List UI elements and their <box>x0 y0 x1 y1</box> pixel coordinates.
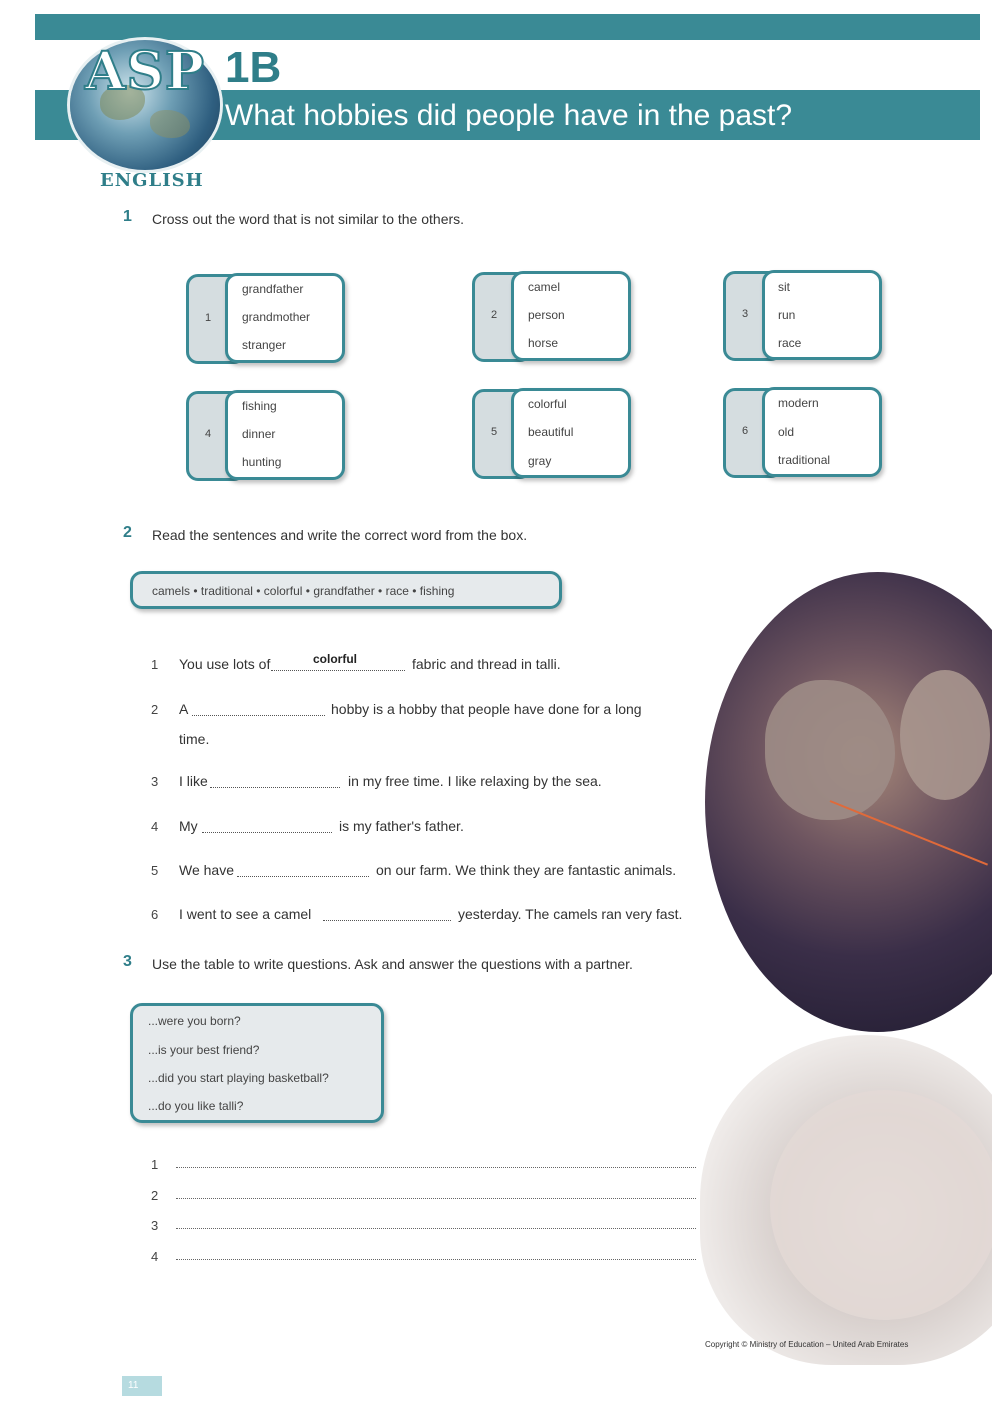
card-6-number: 6 <box>741 425 749 437</box>
card-3-word[interactable]: sit <box>778 280 790 294</box>
exercise-2-instruction: Read the sentences and write the correct word from the box. <box>152 527 528 543</box>
card-3-number: 3 <box>741 308 749 320</box>
question-table-item: ...is your best friend? <box>148 1043 260 1057</box>
card-4-word[interactable]: dinner <box>242 427 276 441</box>
sentence-4-end: is my father's father. <box>339 818 464 834</box>
card-1-word[interactable]: stranger <box>242 338 287 352</box>
card-5-word[interactable]: beautiful <box>528 425 574 439</box>
asp-logo: ASP <box>85 41 205 102</box>
photo-hand-shape <box>900 670 990 800</box>
photo-face-shape <box>770 1090 992 1320</box>
sentence-2-number: 2 <box>151 702 159 717</box>
sentence-2-start: A <box>179 701 189 717</box>
sentence-4-blank[interactable] <box>202 820 332 833</box>
answer-line-number: 4 <box>151 1249 159 1264</box>
unit-code: 1B <box>225 43 282 92</box>
sentence-3-start: I like <box>179 773 208 789</box>
card-3-word[interactable]: race <box>778 336 802 350</box>
sentence-2-continuation: time. <box>179 731 210 747</box>
sentence-4-start: My <box>179 818 198 834</box>
header-top-bar <box>35 14 980 40</box>
card-4-word[interactable]: hunting <box>242 455 282 469</box>
card-2-word[interactable]: camel <box>528 280 561 294</box>
sentence-2-blank[interactable] <box>192 703 325 716</box>
sentence-5-number: 5 <box>151 863 159 878</box>
sentence-1-end: fabric and thread in talli. <box>412 656 561 672</box>
card-5-word[interactable]: colorful <box>528 397 567 411</box>
answer-line-number: 3 <box>151 1218 159 1233</box>
card-6-word[interactable]: modern <box>778 396 819 410</box>
sentence-1-start: You use lots of <box>179 656 271 672</box>
card-1-number: 1 <box>204 312 212 324</box>
card-1-word[interactable]: grandmother <box>242 310 311 324</box>
sentence-6-blank[interactable] <box>323 908 451 921</box>
card-2-word[interactable]: horse <box>528 336 559 350</box>
sentence-6-number: 6 <box>151 907 159 922</box>
card-1-word[interactable]: grandfather <box>242 282 304 296</box>
question-table-item: ...do you like talli? <box>148 1099 244 1113</box>
card-3-word[interactable]: run <box>778 308 796 322</box>
card-6-word[interactable]: old <box>778 425 795 439</box>
card-4-word[interactable]: fishing <box>242 399 277 413</box>
answer-line-3[interactable] <box>176 1228 696 1229</box>
sentence-2-end: hobby is a hobby that people have done for a long <box>331 701 642 717</box>
subject-label: ENGLISH <box>100 170 204 191</box>
sentence-5-start: We have <box>179 862 234 878</box>
sentence-5-end: on our farm. We think they are fantastic animals. <box>376 862 677 878</box>
sentence-3-blank[interactable] <box>210 775 340 788</box>
sentence-3-end: in my free time. I like relaxing by the sea. <box>348 773 602 789</box>
word-box-words: camels • traditional • colorful • grandfather • race • fishing <box>152 584 455 598</box>
exercise-3-number: 3 <box>123 953 132 970</box>
exercise-3-instruction: Use the table to write questions. Ask and answer the questions with a partner. <box>152 956 633 972</box>
exercise-1-instruction: Cross out the word that is not similar to the others. <box>152 211 465 227</box>
card-6-word[interactable]: traditional <box>778 453 831 467</box>
exercise-2-number: 2 <box>123 524 132 541</box>
card-4-number: 4 <box>204 428 212 440</box>
page-number: 11 <box>128 1380 139 1391</box>
answer-line-number: 2 <box>151 1188 159 1203</box>
copyright-notice: Copyright © Ministry of Education – United Arab Emirates <box>705 1340 909 1349</box>
card-2-word[interactable]: person <box>528 308 565 322</box>
sentence-5-blank[interactable] <box>237 864 369 877</box>
answer-line-2[interactable] <box>176 1198 696 1199</box>
sentence-6-start: I went to see a camel <box>179 906 312 922</box>
question-table-item: ...did you start playing basketball? <box>148 1071 329 1085</box>
answer-line-1[interactable] <box>176 1167 696 1168</box>
card-5-number: 5 <box>490 426 498 438</box>
answer-line-4[interactable] <box>176 1259 696 1260</box>
sentence-4-number: 4 <box>151 819 159 834</box>
sentence-6-end: yesterday. The camels ran very fast. <box>458 906 683 922</box>
answer-line-number: 1 <box>151 1157 159 1172</box>
card-2-number: 2 <box>490 309 498 321</box>
sentence-3-number: 3 <box>151 774 159 789</box>
card-5-word[interactable]: gray <box>528 454 552 468</box>
sentence-1-number: 1 <box>151 657 159 672</box>
unit-title: What hobbies did people have in the past? <box>225 99 793 132</box>
question-table-item: ...were you born? <box>148 1014 241 1028</box>
exercise-1-number: 1 <box>123 208 132 225</box>
sentence-1-answer: colorful <box>313 652 357 666</box>
